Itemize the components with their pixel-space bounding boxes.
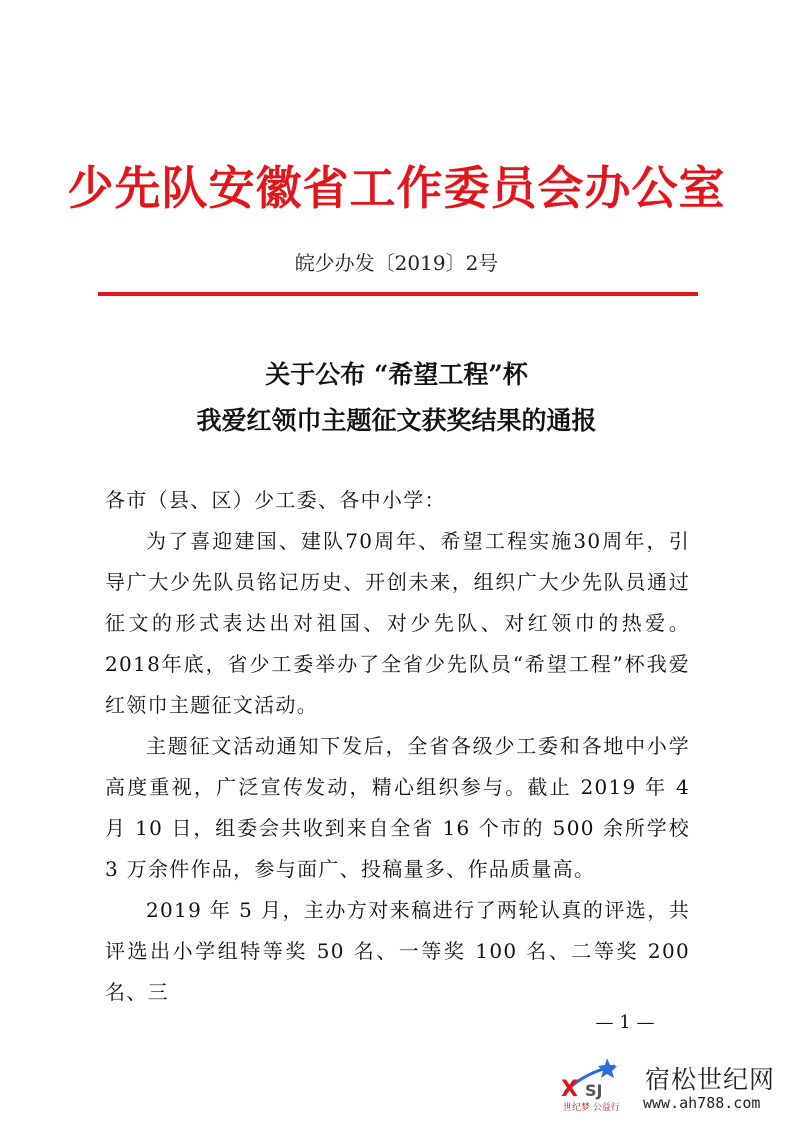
salutation: 各市（县、区）少工委、各中小学： (105, 488, 446, 512)
page-number: — 1 — (595, 1012, 655, 1033)
body-paragraph-1: 为了喜迎建国、建队70周年、希望工程实施30周年，引导广大少先队员铭记历史、开创未来，组织广大少先队员通过征文的形式表达出对祖国、对少先队、对红领巾的热爱。2018年底，省少工委举办了全省少先队员“希望工程”杯我爱红领巾主题征文活动。 (105, 529, 690, 717)
issuing-office-title: 少先队安徽省工作委员会办公室 (67, 161, 726, 215)
site-watermark (555, 1052, 793, 1118)
red-divider-line (98, 292, 698, 296)
watermark-caption: 世纪梦 公益行 (563, 1103, 620, 1113)
document-title-line-2: 我爱红领巾主题征文获奖结果的通报 (196, 406, 597, 435)
document-title (0, 352, 793, 444)
svg-text:X: X (561, 1077, 578, 1102)
body-paragraph-3: 2019 年 5 月，主办方对来稿进行了两轮认真的评选，共评选出小学组特等奖 50 名、一等奖 100 名、二等奖 200 名、三 (105, 898, 690, 1004)
document-body (105, 480, 690, 1013)
watermark-url[interactable]: www.ah788.com (643, 1094, 761, 1112)
svg-text:SJ: SJ (585, 1081, 603, 1100)
document-number: 皖少办发〔2019〕2号 (294, 251, 499, 275)
document-title-line-1: 关于公布 “希望工程”杯 (265, 360, 528, 389)
body-paragraph-2: 主题征文活动通知下发后，全省各级少工委和各地中小学高度重视，广泛宣传发动，精心组织参与。截止 2019 年 4 月 10 日，组委会共收到来自全省 16 个市的 500 余所学校 3 万余件作品，参与面广、投稿量多、作品质量高。 (105, 734, 690, 881)
watermark-site-name: 宿松世纪网 (645, 1065, 776, 1094)
